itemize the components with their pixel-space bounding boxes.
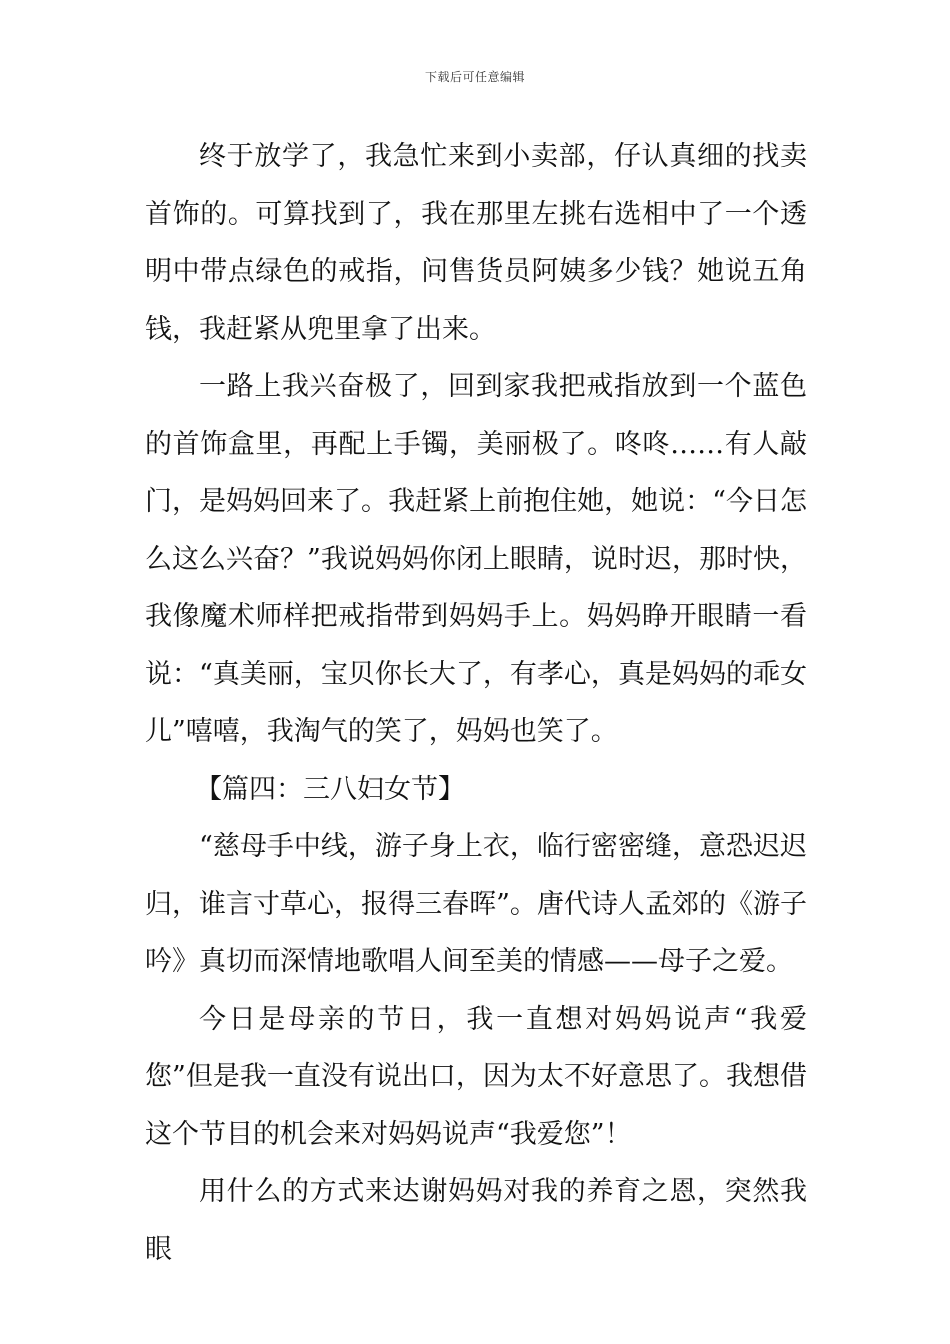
page-header-note: 下载后可任意编辑 bbox=[424, 70, 525, 84]
paragraph: 今日是母亲的节日，我一直想对妈妈说声“我爱您”但是我一直没有说出口，因为太不好意思了。我想借这个节目的机会来对妈妈说声“我爱您”！ bbox=[145, 1003, 807, 1150]
document-body bbox=[145, 128, 807, 1278]
paragraph: 终于放学了，我急忙来到小卖部，仔认真细的找卖首饰的。可算找到了，我在那里左挑右选相中了一个透明中带点绿色的戒指，问售货员阿姨多少钱？她说五角钱，我赶紧从兜里拿了出来。 bbox=[145, 141, 807, 345]
paragraph: 一路上我兴奋极了，回到家我把戒指放到一个蓝色的首饰盒里，再配上手镯，美丽极了。咚咚……有人敲门，是妈妈回来了。我赶紧上前抱住她，她说：“今日怎么这么兴奋？”我说妈妈你闭上眼睛，说时迟，那时快，我像魔术师样把戒指带到妈妈手上。妈妈睁开眼睛一看说：“真美丽，宝贝你长大了，有孝心，真是妈妈的乖女儿”嘻嘻，我淘气的笑了，妈妈也笑了。 bbox=[145, 371, 807, 747]
paragraph: “慈母手中线，游子身上衣，临行密密缝，意恐迟迟归，谁言寸草心，报得三春晖”。唐代诗人孟郊的《游子吟》真切而深情地歌唱人间至美的情感——母子之爱。 bbox=[145, 831, 807, 977]
paragraph: 用什么的方式来达谢妈妈对我的养育之恩，突然我眼 bbox=[145, 1176, 807, 1265]
section-heading: 【篇四：三八妇女节】 bbox=[195, 773, 465, 805]
